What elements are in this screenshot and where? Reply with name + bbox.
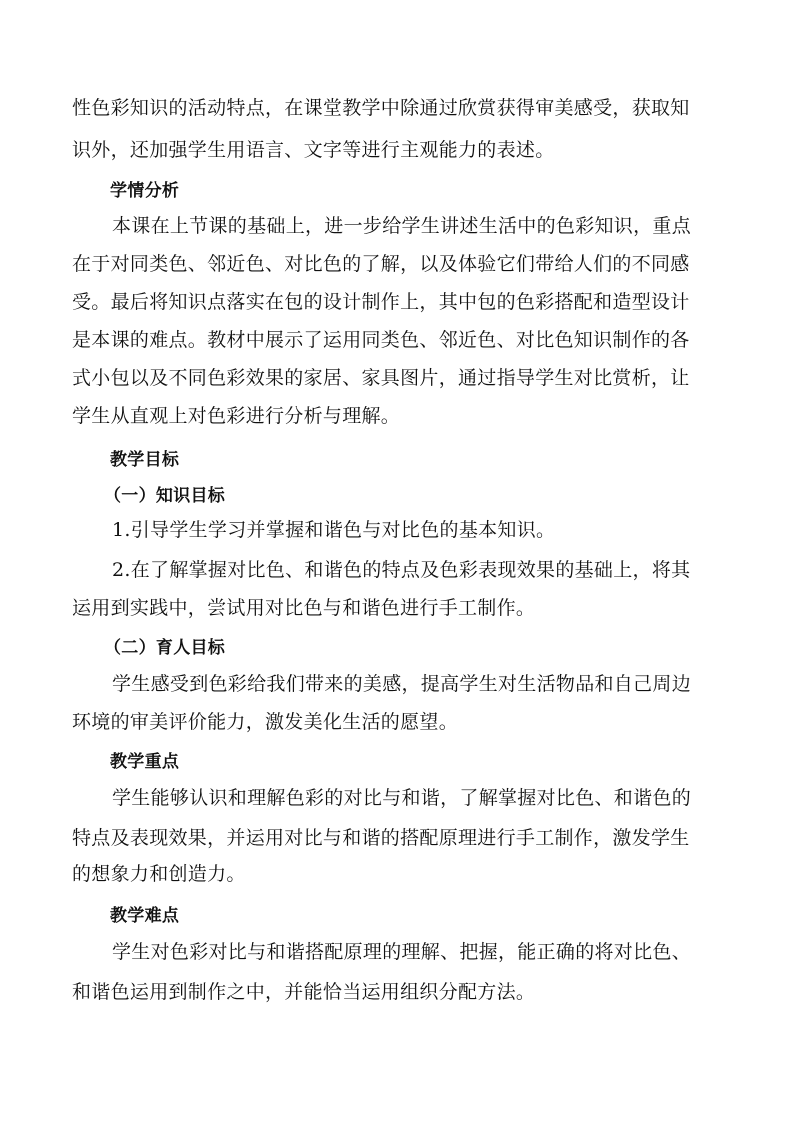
body-line: 学生对色彩对比与和谐搭配原理的理解、把握，能正确的将对比色、 (112, 941, 692, 963)
body-line: 识外，还加强学生用语言、文字等进行主观能力的表述。 (72, 139, 555, 161)
body-line: 学生能够认识和理解色彩的对比与和谐，了解掌握对比色、和谐色的 (112, 787, 692, 809)
section-heading: 学情分析 (110, 181, 180, 201)
body-line: 环境的审美评价能力，激发美化生活的愿望。 (72, 711, 459, 733)
body-line: 式小包以及不同色彩效果的家居、家具图片，通过指导学生对比赏析，让 (72, 367, 690, 389)
list-item: 2.在了解掌握对比色、和谐色的特点及色彩表现效果的基础上，将其 (112, 559, 691, 581)
body-line: 运用到实践中，尝试用对比色与和谐色进行手工制作。 (72, 597, 536, 619)
body-line: 学生感受到色彩给我们带来的美感，提高学生对生活物品和自己周边 (112, 673, 692, 695)
body-line: 特点及表现效果，并运用对比与和谐的搭配原理进行手工制作，激发学生 (72, 827, 690, 849)
subsection-heading: （一）知识目标 (104, 486, 226, 506)
list-item: 1.引导学生学习并掌握和谐色与对比色的基本知识。 (112, 519, 556, 541)
body-line: 本课在上节课的基础上，进一步给学生讲述生活中的色彩知识，重点 (112, 215, 692, 237)
body-line: 在于对同类色、邻近色、对比色的了解，以及体验它们带给人们的不同感 (72, 253, 690, 275)
section-heading: 教学难点 (110, 906, 180, 926)
section-heading: 教学目标 (110, 450, 180, 470)
body-line: 的想象力和创造力。 (72, 863, 246, 885)
section-heading: 教学重点 (110, 752, 180, 772)
body-line: 是本课的难点。教材中展示了运用同类色、邻近色、对比色知识制作的各 (72, 329, 690, 351)
subsection-heading: （二）育人目标 (104, 638, 226, 658)
body-line: 性色彩知识的活动特点，在课堂教学中除通过欣赏获得审美感受，获取知 (72, 97, 690, 119)
body-line: 和谐色运用到制作之中，并能恰当运用组织分配方法。 (72, 981, 536, 1003)
body-line: 学生从直观上对色彩进行分析与理解。 (72, 405, 401, 427)
body-line: 受。最后将知识点落实在包的设计制作上，其中包的色彩搭配和造型设计 (72, 291, 690, 313)
